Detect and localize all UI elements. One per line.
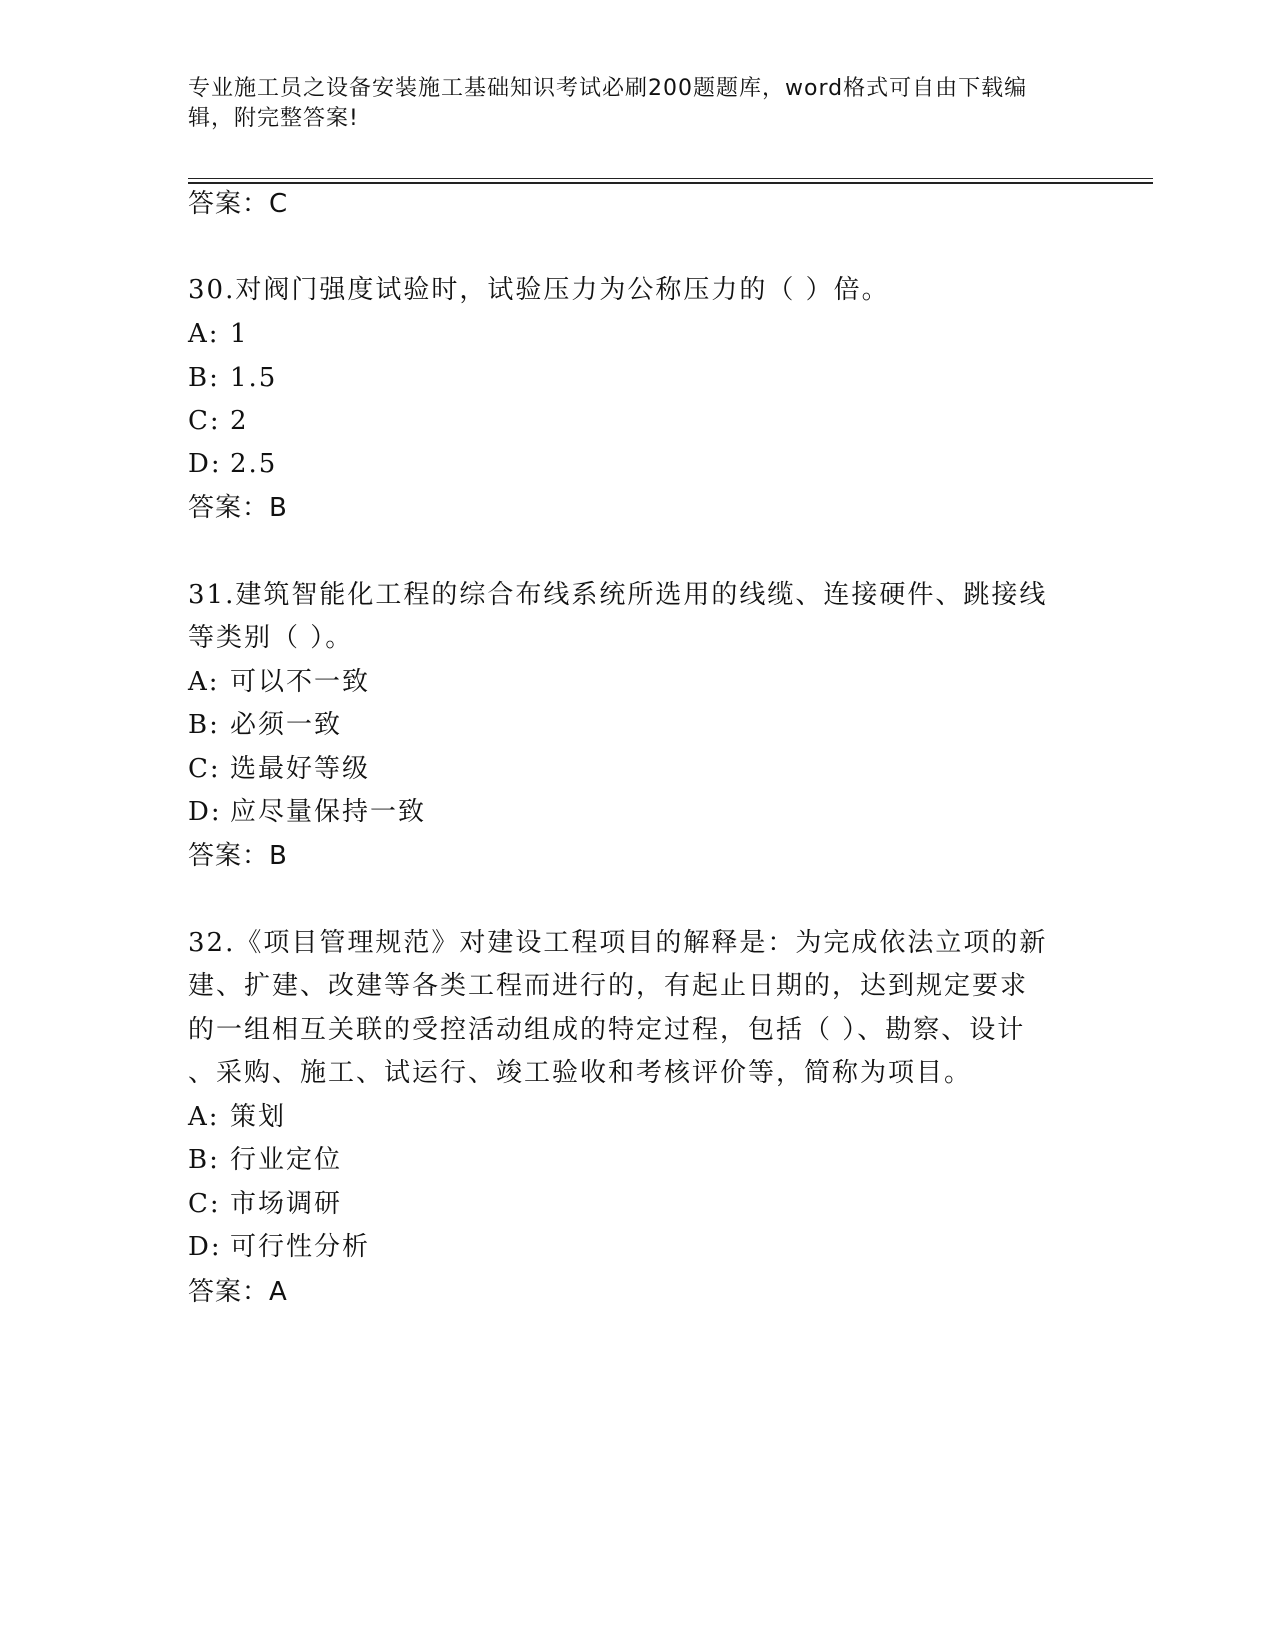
question-30-option-a: [188, 318, 249, 350]
question-30-option-c: [188, 405, 249, 437]
previous-answer: 答案：C: [188, 189, 289, 219]
option-text: 2: [230, 406, 249, 436]
question-31-option-c: [188, 753, 370, 785]
header-divider-thick: [188, 182, 1153, 184]
question-32-text-line-4: 、采购、施工、试运行、竣工验收和考核评价等，简称为项目。: [188, 1058, 973, 1088]
question-32-option-b: [188, 1144, 342, 1176]
document-header: [188, 74, 1068, 134]
option-letter: D:: [188, 797, 222, 827]
option-letter: A:: [188, 667, 220, 697]
question-32-answer: 答案：A: [188, 1277, 288, 1307]
option-letter: C:: [188, 1189, 221, 1219]
question-31-text-line-1: 31.建筑智能化工程的综合布线系统所选用的线缆、连接硬件、跳接线: [188, 580, 1048, 610]
option-text: 策划: [230, 1102, 287, 1132]
question-32-option-d: [188, 1231, 370, 1263]
option-text: 可行性分析: [230, 1232, 371, 1262]
option-letter: B:: [188, 710, 220, 740]
question-31-option-b: [188, 709, 342, 741]
question-32-text-line-2: 建、扩建、改建等各类工程而进行的，有起止日期的，达到规定要求: [188, 971, 1029, 1001]
option-text: 行业定位: [230, 1145, 343, 1175]
question-30-option-b: [188, 362, 277, 394]
option-letter: C:: [188, 406, 221, 436]
option-text: 2.5: [230, 449, 278, 479]
option-text: 应尽量保持一致: [230, 797, 427, 827]
question-32-option-a: [188, 1101, 286, 1133]
question-31-option-a: [188, 666, 370, 698]
option-letter: D:: [188, 1232, 222, 1262]
option-letter: A:: [188, 1102, 220, 1132]
option-text: 选最好等级: [230, 754, 371, 784]
option-letter: C:: [188, 754, 221, 784]
option-text: 必须一致: [230, 710, 343, 740]
option-text: 1: [230, 319, 249, 349]
question-30-answer: 答案：B: [188, 493, 288, 523]
option-text: 市场调研: [230, 1189, 343, 1219]
question-31-option-d: [188, 796, 426, 828]
option-text: 可以不一致: [230, 667, 371, 697]
header-divider-thin: [188, 178, 1153, 179]
option-letter: B:: [188, 1145, 220, 1175]
question-30-text: 30.对阀门强度试验时，试验压力为公称压力的（ ）倍。: [188, 275, 890, 305]
option-letter: B:: [188, 363, 220, 393]
question-32-text-line-3: 的一组相互关联的受控活动组成的特定过程，包括（ ）、勘察、设计: [188, 1015, 1026, 1045]
question-30-option-d: [188, 448, 277, 480]
question-32-option-c: [188, 1188, 342, 1220]
question-32-text-line-1: 32.《项目管理规范》对建设工程项目的解释是：为完成依法立项的新: [188, 928, 1048, 958]
question-31-text-line-2: 等类别（ ）。: [188, 623, 354, 653]
option-letter: A:: [188, 319, 220, 349]
option-text: 1.5: [230, 363, 278, 393]
option-letter: D:: [188, 449, 222, 479]
header-title: 专业施工员之设备安装施工基础知识考试必刷200题题库，word格式可自由下载编辑，附完整答案!: [188, 76, 1028, 131]
question-31-answer: 答案：B: [188, 841, 288, 871]
